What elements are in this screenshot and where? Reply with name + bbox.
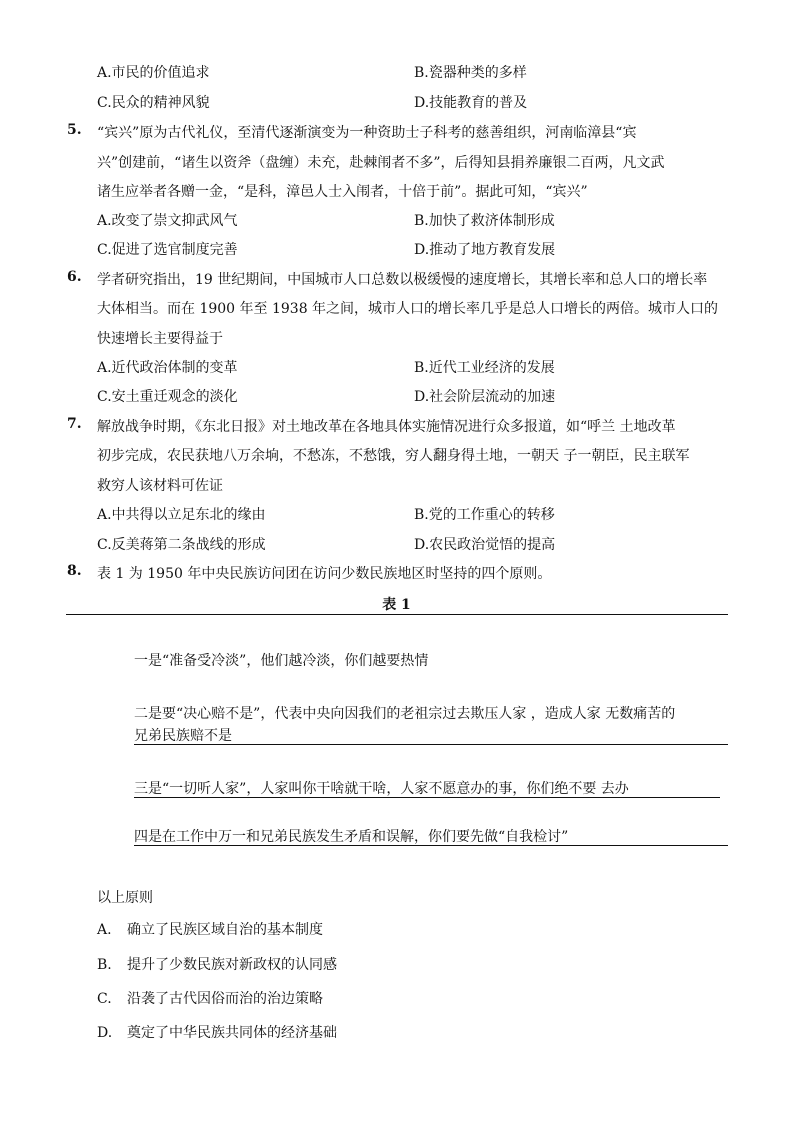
q8-option-c-text: 沿袭了古代因俗而治的治边策略 (127, 991, 323, 1007)
q5-option-b[interactable]: B.加快了救济体制形成 (414, 213, 555, 229)
q7-option-d[interactable]: D.农民政治觉悟的提高 (414, 537, 556, 553)
q7-stem-line-1: 解放战争时期，《东北日报》对土地改革在各地具体实施情况进行众多报道，如“呼兰 土地改革 (97, 419, 676, 435)
q8-option-d[interactable] (97, 1022, 337, 1042)
q8-option-a[interactable] (97, 919, 323, 939)
q5-number: 5. (67, 122, 82, 138)
q8-option-d-label: D. (97, 1025, 113, 1041)
q5-stem-line-2: 兴”创建前，“诸生以资斧（盘缠）未充，赴棘闱者不多”，后得知县捐养廉银二百两，凡文武 (97, 155, 665, 171)
q8-stem: 表 1 为 1950 年中央民族访问团在访问少数民族地区时坚持的四个原则。 (97, 566, 552, 582)
q4-options-row-1 (97, 62, 737, 82)
q8-option-a-label: A. (97, 922, 112, 938)
q8-number: 8. (67, 563, 82, 579)
q8-option-c[interactable] (97, 988, 323, 1008)
q7-options-row-2 (97, 534, 737, 554)
q8-option-b-label: B. (97, 957, 112, 973)
q6-options-row-1 (97, 357, 737, 377)
q6-option-d[interactable]: D.社会阶层流动的加速 (414, 389, 556, 405)
table-top-rule (66, 614, 728, 615)
q5-options-row-2 (97, 239, 737, 259)
q7-number: 7. (67, 416, 82, 432)
q6-stem-line-1: 学者研究指出，19 世纪期间，中国城市人口总数以极缓慢的速度增长，其增长率和总人口的增长率 (97, 272, 708, 288)
q7-stem-line-2: 初步完成，农民获地八万余垧，不愁冻，不愁饿，穷人翻身得土地，一朝天 子一朝臣，民主联军 (97, 448, 690, 464)
q4-option-a[interactable]: A.市民的价值追求 (97, 65, 210, 81)
q7-option-a[interactable]: A.中共得以立足东北的缘由 (97, 507, 266, 523)
q8-option-c-label: C. (97, 991, 112, 1007)
table-row-2-line-1: 二是要“决心赔不是”，代表中央向因我们的老祖宗过去欺压人家 ，造成人家 无数痛苦的 (134, 706, 676, 722)
table-row-1: 一是“准备受冷淡”，他们越冷淡，你们越要热情 (134, 653, 429, 669)
q8-option-d-text: 奠定了中华民族共同体的经济基础 (127, 1025, 337, 1041)
q5-stem-line-3: 诸生应举者各赠一金，“是科，漳邑人士入闱者，十倍于前”。据此可知，“宾兴” (97, 184, 588, 200)
table-row-4-rule (134, 845, 728, 846)
table-row-4: 四是在工作中万一和兄弟民族发生矛盾和误解，你们要先做“自我检讨” (134, 829, 569, 845)
q4-option-b[interactable]: B.瓷器种类的多样 (414, 65, 527, 81)
q4-option-c[interactable]: C.民众的精神风貌 (97, 95, 210, 111)
q7-options-row-1 (97, 504, 737, 524)
q6-option-b[interactable]: B.近代工业经济的发展 (414, 360, 555, 376)
q6-number: 6. (67, 269, 82, 285)
q6-stem-line-2: 大体相当。而在 1900 年至 1938 年之间，城市人口的增长率几乎是总人口增长的两倍。城市人口的 (97, 301, 719, 317)
q4-option-d[interactable]: D.技能教育的普及 (414, 95, 528, 111)
q6-stem-line-3: 快速增长主要得益于 (97, 331, 223, 347)
table-row-2-line-2: 兄弟民族赔不是 (134, 728, 232, 744)
q8-option-a-text: 确立了民族区域自治的基本制度 (127, 922, 323, 938)
table-row-3: 三是“一切听人家”，人家叫你干啥就干啥，人家不愿意办的事，你们绝不要 去办 (134, 781, 629, 797)
q7-stem-line-3: 救穷人该材料可佐证 (97, 478, 223, 494)
q5-option-d[interactable]: D.推动了地方教育发展 (414, 242, 556, 258)
table-caption: 表 1 (382, 597, 411, 613)
q6-options-row-2 (97, 386, 737, 406)
q7-option-b[interactable]: B.党的工作重心的转移 (414, 507, 555, 523)
q5-options-row-1 (97, 210, 737, 230)
table-row-2-rule (134, 744, 728, 745)
q8-option-b-text: 提升了少数民族对新政权的认同感 (127, 957, 337, 973)
q5-stem-line-1: “宾兴”原为古代礼仪，至清代逐渐演变为一种资助士子科考的慈善组织，河南临漳县“宾 (97, 125, 637, 141)
q6-option-a[interactable]: A.近代政治体制的变革 (97, 360, 238, 376)
q6-option-c[interactable]: C.安土重迁观念的淡化 (97, 389, 238, 405)
q4-options-row-2 (97, 92, 737, 112)
q5-option-c[interactable]: C.促进了选官制度完善 (97, 242, 238, 258)
q5-option-a[interactable]: A.改变了崇文抑武风气 (97, 213, 238, 229)
q8-option-b[interactable] (97, 954, 337, 974)
q7-option-c[interactable]: C.反美蒋第二条战线的形成 (97, 537, 266, 553)
q8-prompt: 以上原则 (97, 890, 153, 906)
table-row-3-rule (134, 797, 720, 798)
